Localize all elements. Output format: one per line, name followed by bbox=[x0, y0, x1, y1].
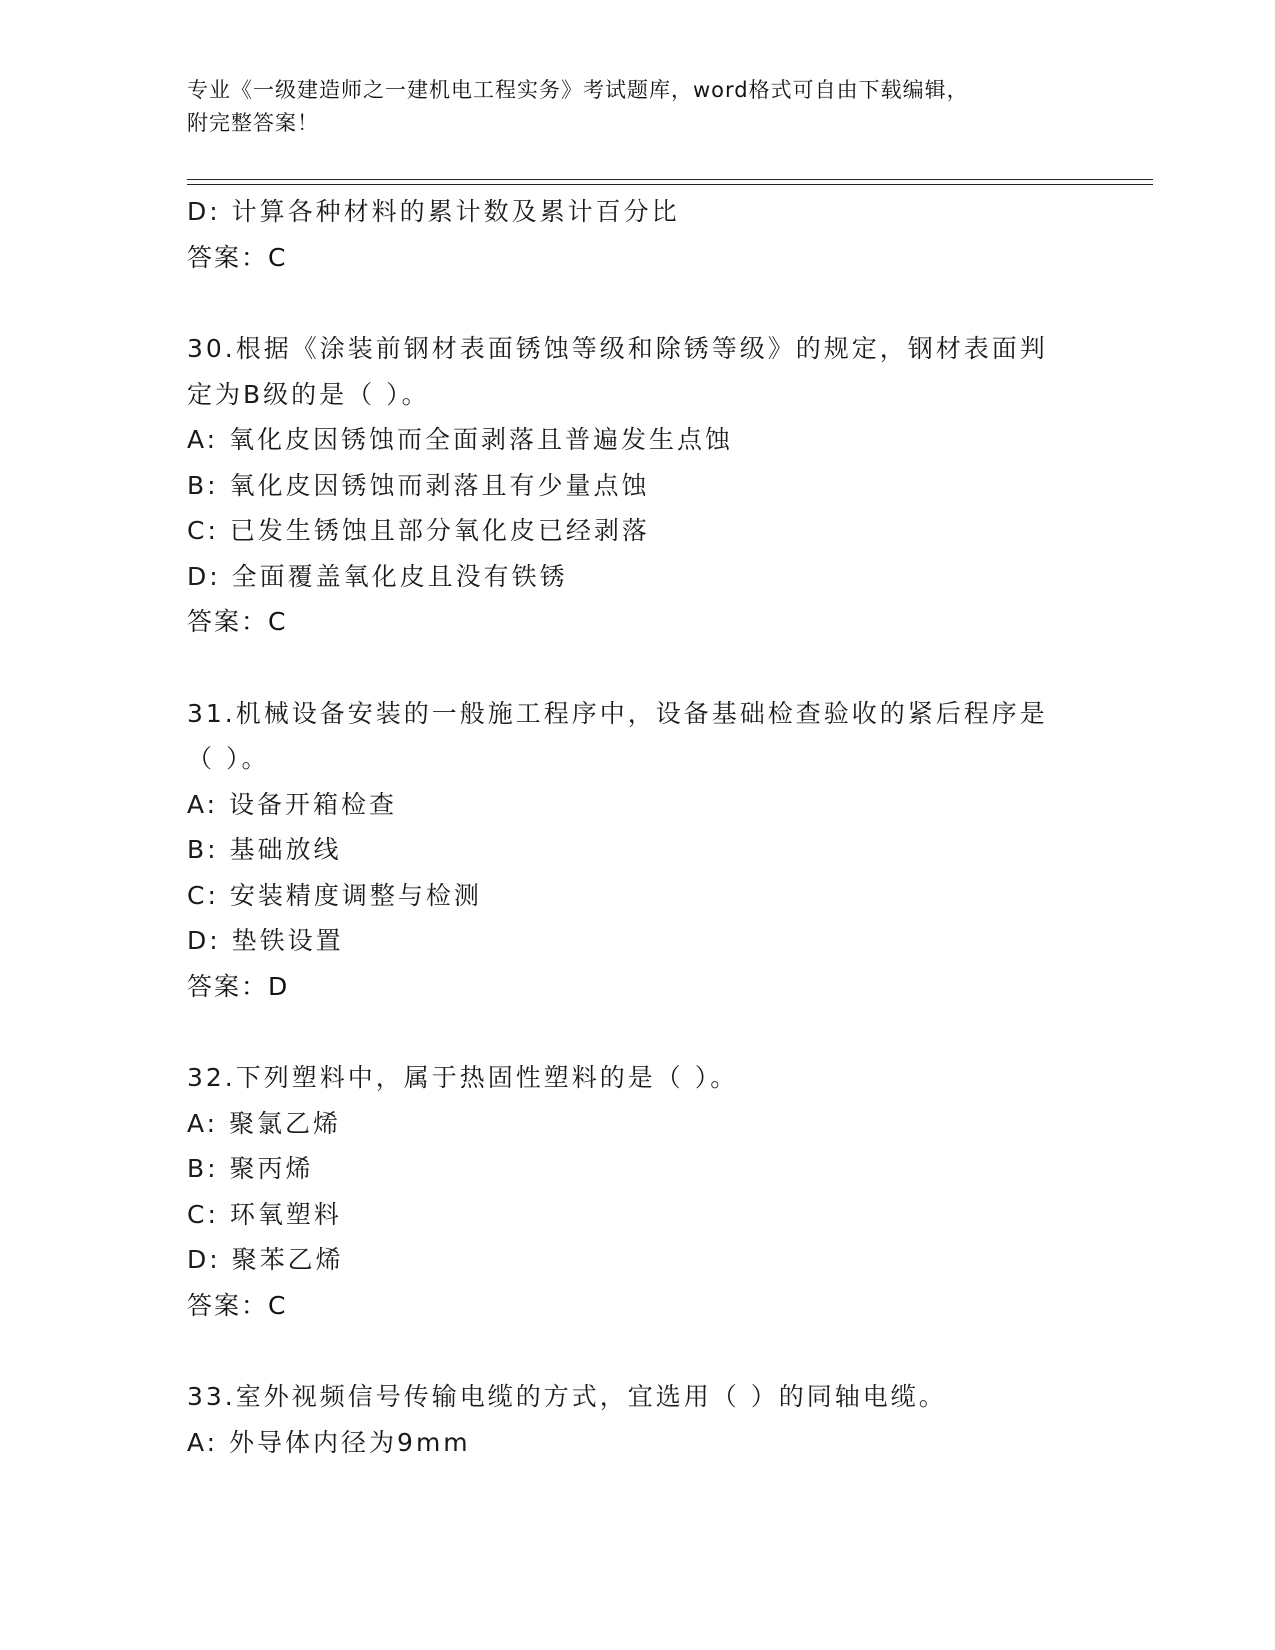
option-a: A: 氧化皮因锈蚀而全面剥落且普遍发生点蚀 bbox=[187, 425, 734, 454]
header-divider-bottom bbox=[187, 184, 1153, 185]
option-a: A: 设备开箱检查 bbox=[187, 789, 398, 819]
option-a: A: 聚氯乙烯 bbox=[187, 1108, 342, 1138]
question-29-tail bbox=[187, 189, 1087, 280]
question-stem-line-1: 31.机械设备安装的一般施工程序中，设备基础检查验收的紧后程序是 bbox=[187, 698, 1048, 728]
option-d: D: 聚苯乙烯 bbox=[187, 1245, 344, 1274]
option-b: B: 氧化皮因锈蚀而剥落且有少量点蚀 bbox=[187, 470, 650, 500]
option-d: D: 全面覆盖氧化皮且没有铁锈 bbox=[187, 561, 568, 591]
question-stem-line-2: （ ）。 bbox=[187, 744, 270, 773]
question-31 bbox=[187, 691, 1087, 1010]
question-stem-line-1: 32.下列塑料中，属于热固性塑料的是（ ）。 bbox=[187, 1063, 739, 1092]
question-32 bbox=[187, 1055, 1087, 1328]
header-line-2: 附完整答案！ bbox=[187, 111, 319, 135]
answer: 答案：D bbox=[187, 971, 290, 1001]
option-c: C: 环氧塑料 bbox=[187, 1199, 342, 1229]
question-stem-line-1: 33.室外视频信号传输电缆的方式，宜选用（ ）的同轴电缆。 bbox=[187, 1382, 947, 1411]
header-line-1: 专业《一级建造师之一建机电工程实务》考试题库，word格式可自由下载编辑， bbox=[187, 78, 969, 102]
question-stem-line-1: 30.根据《涂装前钢材表面锈蚀等级和除锈等级》的规定，钢材表面判 bbox=[187, 334, 1048, 363]
document-header bbox=[187, 74, 1067, 140]
option-a: A: 外导体内径为9mm bbox=[187, 1427, 471, 1457]
option-b: B: 基础放线 bbox=[187, 835, 342, 864]
question-30 bbox=[187, 326, 1087, 645]
question-33 bbox=[187, 1374, 1087, 1465]
answer: 答案：C bbox=[187, 242, 288, 272]
answer: 答案：C bbox=[187, 1290, 288, 1320]
option-b: B: 聚丙烯 bbox=[187, 1154, 314, 1183]
option-d: D: 计算各种材料的累计数及累计百分比 bbox=[187, 197, 680, 226]
option-d: D: 垫铁设置 bbox=[187, 926, 344, 955]
option-c: C: 安装精度调整与检测 bbox=[187, 880, 482, 910]
option-c: C: 已发生锈蚀且部分氧化皮已经剥落 bbox=[187, 516, 650, 545]
question-content bbox=[187, 189, 1087, 1465]
question-stem-line-2: 定为B级的是（ ）。 bbox=[187, 379, 430, 409]
header-divider-top bbox=[187, 179, 1153, 180]
answer: 答案：C bbox=[187, 607, 288, 636]
